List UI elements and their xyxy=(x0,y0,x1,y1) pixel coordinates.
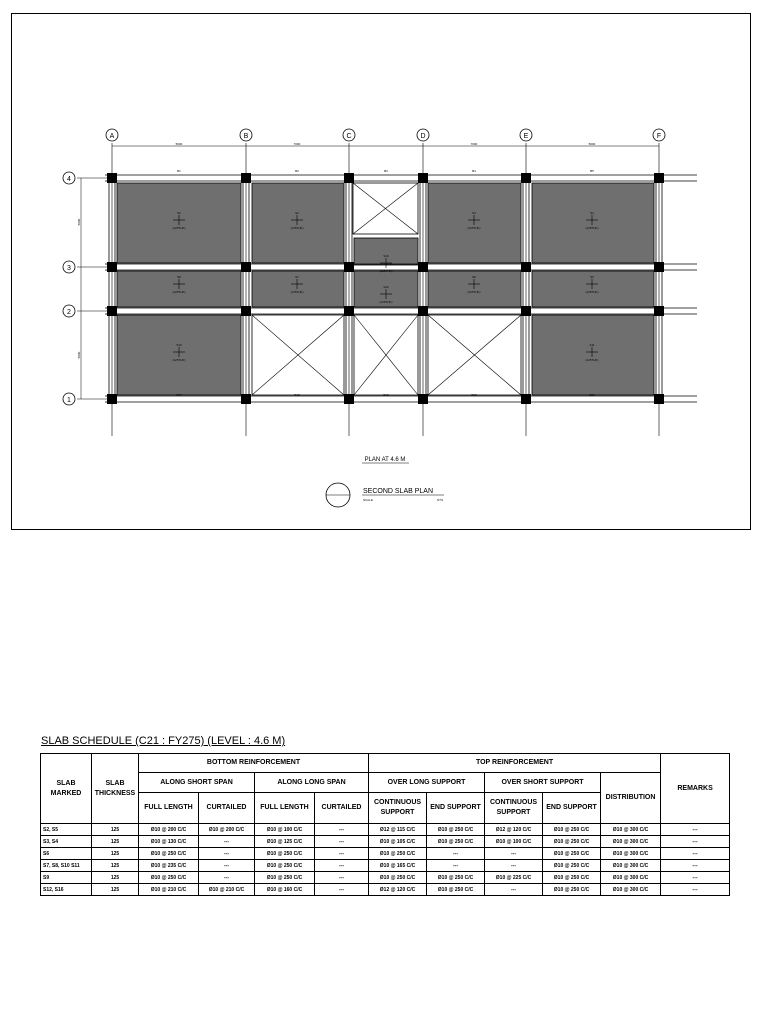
header-curtailed: CURTAILED xyxy=(315,793,369,824)
table-cell: --- xyxy=(661,848,730,860)
table-cell: S3, S4 xyxy=(41,836,92,848)
header-along-short-span: ALONG SHORT SPAN xyxy=(139,773,255,793)
slab-thickness-note: (125THK) xyxy=(467,226,481,230)
column xyxy=(654,306,664,316)
table-cell: --- xyxy=(661,836,730,848)
table-cell: Ø10 @ 250 C/C xyxy=(427,836,485,848)
grid-row-label: 3 xyxy=(67,265,71,272)
table-cell: --- xyxy=(315,872,369,884)
table-cell: Ø10 @ 300 C/C xyxy=(601,860,661,872)
beam-label: B1 xyxy=(177,169,181,173)
header-slab-thickness: SLAB THICKNESS xyxy=(92,754,139,824)
dimension-text: 5000 xyxy=(77,218,81,226)
slab-label: S3 xyxy=(472,211,476,215)
beam-label: B17 xyxy=(176,393,182,397)
header-over-short-support: OVER SHORT SUPPORT xyxy=(485,773,601,793)
slab-thickness-note: (125THK) xyxy=(585,358,599,362)
table-cell: --- xyxy=(427,848,485,860)
table-cell: --- xyxy=(485,884,543,896)
table-cell: Ø12 @ 120 C/C xyxy=(369,884,427,896)
table-cell: --- xyxy=(199,836,255,848)
table-cell: S2, S5 xyxy=(41,824,92,836)
beam-label: B20 xyxy=(471,393,477,397)
table-row xyxy=(41,848,730,860)
beam-label: B18 xyxy=(294,393,300,397)
slab-label: S4 xyxy=(590,211,594,215)
plan-caption: PLAN AT 4.6 M xyxy=(364,457,406,463)
grid-column-label: B xyxy=(243,133,249,140)
slab-thickness-note: (125THK) xyxy=(585,226,599,230)
table-cell: Ø10 @ 250 C/C xyxy=(543,872,601,884)
header-remarks: REMARKS xyxy=(661,754,730,824)
slab-panel xyxy=(428,183,521,263)
beam-label: B2 xyxy=(295,169,299,173)
grid-row-label: 1 xyxy=(67,397,71,404)
column xyxy=(241,306,251,316)
slab-label: S12 xyxy=(383,285,389,289)
table-cell: Ø10 @ 300 C/C xyxy=(601,836,661,848)
scale-label: SCALE xyxy=(363,498,373,502)
table-row xyxy=(41,860,730,872)
table-cell: --- xyxy=(661,872,730,884)
table-cell: --- xyxy=(315,848,369,860)
column xyxy=(107,262,117,272)
beam-label: B5 xyxy=(590,169,594,173)
table-cell: Ø10 @ 250 C/C xyxy=(139,848,199,860)
slab-thickness-note: (125THK) xyxy=(585,290,599,294)
column xyxy=(241,173,251,183)
slab-thickness-note: (125THK) xyxy=(172,290,186,294)
column xyxy=(107,173,117,183)
column xyxy=(107,394,117,404)
table-cell: --- xyxy=(315,824,369,836)
table-cell: Ø10 @ 250 C/C xyxy=(255,872,315,884)
table-cell: Ø10 @ 250 C/C xyxy=(255,848,315,860)
slab-plan-drawing xyxy=(12,14,750,529)
table-cell: Ø10 @ 250 C/C xyxy=(255,860,315,872)
table-cell: Ø10 @ 250 C/C xyxy=(543,824,601,836)
column xyxy=(344,262,354,272)
slab-thickness-note: (125THK) xyxy=(172,226,186,230)
column xyxy=(521,394,531,404)
column xyxy=(418,394,428,404)
table-cell: Ø10 @ 200 C/C xyxy=(199,824,255,836)
table-cell: 125 xyxy=(92,836,139,848)
grid-column-label: D xyxy=(420,133,426,140)
grid-row-label: 2 xyxy=(67,309,71,316)
beam-label: B19 xyxy=(383,393,389,397)
grid-column-label: E xyxy=(523,133,529,140)
table-cell: Ø10 @ 250 C/C xyxy=(427,884,485,896)
table-row xyxy=(41,872,730,884)
beam-label: B3 xyxy=(384,169,388,173)
table-cell: Ø10 @ 210 C/C xyxy=(139,884,199,896)
schedule-body xyxy=(41,824,730,896)
slab-label: S1 xyxy=(177,211,181,215)
table-cell: Ø10 @ 300 C/C xyxy=(601,848,661,860)
dimension-text: 7000 xyxy=(293,142,301,146)
header-bottom-reinforcement: BOTTOM REINFORCEMENT xyxy=(139,754,369,773)
column xyxy=(521,306,531,316)
table-cell: 125 xyxy=(92,872,139,884)
slab-thickness-note: (125THK) xyxy=(290,226,304,230)
table-cell: Ø10 @ 210 C/C xyxy=(199,884,255,896)
table-cell: Ø10 @ 130 C/C xyxy=(139,836,199,848)
dimension-text: 5000 xyxy=(77,351,81,359)
table-cell: --- xyxy=(661,884,730,896)
table-cell: Ø10 @ 235 C/C xyxy=(139,860,199,872)
column xyxy=(241,262,251,272)
column xyxy=(107,306,117,316)
column xyxy=(521,173,531,183)
column xyxy=(241,394,251,404)
table-cell: Ø10 @ 250 C/C xyxy=(543,836,601,848)
table-cell: Ø12 @ 120 C/C xyxy=(485,824,543,836)
table-cell: Ø10 @ 105 C/C xyxy=(369,836,427,848)
slab-label: S7 xyxy=(295,275,299,279)
table-cell: --- xyxy=(661,860,730,872)
dimension-text: 7000 xyxy=(470,142,478,146)
column xyxy=(344,306,354,316)
table-cell: Ø10 @ 300 C/C xyxy=(601,884,661,896)
schedule-title: SLAB SCHEDULE (C21 : FY275) (LEVEL : 4.6 M) xyxy=(41,735,286,747)
table-cell: Ø12 @ 115 C/C xyxy=(369,824,427,836)
grid-column-label: A xyxy=(109,133,115,140)
drawing-title: SECOND SLAB PLAN xyxy=(363,488,434,495)
header-curtailed: CURTAILED xyxy=(199,793,255,824)
table-cell: --- xyxy=(199,872,255,884)
dimension-text: 5000 xyxy=(588,142,596,146)
table-cell: --- xyxy=(485,848,543,860)
table-cell: Ø10 @ 250 C/C xyxy=(427,824,485,836)
table-cell: Ø10 @ 300 C/C xyxy=(601,824,661,836)
header-continuous-support: CONTINUOUS SUPPORT xyxy=(369,793,427,824)
header-over-long-support: OVER LONG SUPPORT xyxy=(369,773,485,793)
table-cell: --- xyxy=(199,860,255,872)
table-cell: Ø10 @ 100 C/C xyxy=(255,824,315,836)
column xyxy=(344,173,354,183)
table-cell: Ø10 @ 300 C/C xyxy=(601,872,661,884)
plan-drawing-frame xyxy=(11,13,751,530)
slab-thickness-note: (125THK) xyxy=(467,290,481,294)
slab-label: S16 xyxy=(383,254,389,258)
table-row xyxy=(41,824,730,836)
slab-label: S8 xyxy=(472,275,476,279)
table-cell: Ø10 @ 200 C/C xyxy=(139,824,199,836)
table-cell: Ø10 @ 250 C/C xyxy=(427,872,485,884)
slab-thickness-note: (125THK) xyxy=(290,290,304,294)
table-cell: Ø10 @ 225 C/C xyxy=(485,872,543,884)
header-along-long-span: ALONG LONG SPAN xyxy=(255,773,369,793)
table-row xyxy=(41,884,730,896)
dimension-text: 5000 xyxy=(175,142,183,146)
slab-label: S2 xyxy=(295,211,299,215)
column xyxy=(521,262,531,272)
header-top-reinforcement: TOP REINFORCEMENT xyxy=(369,754,661,773)
table-cell: Ø10 @ 250 C/C xyxy=(543,884,601,896)
header-end-support: END SUPPORT xyxy=(543,793,601,824)
column xyxy=(654,173,664,183)
table-cell: S9 xyxy=(41,872,92,884)
table-cell: 125 xyxy=(92,824,139,836)
table-cell: Ø10 @ 160 C/C xyxy=(255,884,315,896)
grid-column-label: F xyxy=(656,133,662,140)
column xyxy=(654,262,664,272)
table-cell: --- xyxy=(661,824,730,836)
slab-label: S10 xyxy=(176,343,182,347)
slab-panel xyxy=(252,183,344,263)
table-cell: Ø10 @ 165 C/C xyxy=(369,860,427,872)
header-full-length: FULL LENGTH xyxy=(255,793,315,824)
beam-label: B4 xyxy=(472,169,476,173)
table-cell: --- xyxy=(315,860,369,872)
header-end-support: END SUPPORT xyxy=(427,793,485,824)
table-cell: --- xyxy=(315,884,369,896)
table-cell: Ø10 @ 250 C/C xyxy=(543,860,601,872)
column xyxy=(654,394,664,404)
table-cell: 125 xyxy=(92,860,139,872)
column xyxy=(418,173,428,183)
table-cell: --- xyxy=(485,860,543,872)
table-cell: Ø10 @ 250 C/C xyxy=(369,872,427,884)
header-slab-marked: SLAB MARKED xyxy=(41,754,92,824)
slab-label: S5 xyxy=(177,275,181,279)
slab-label: S11 xyxy=(589,343,595,347)
slab-panel xyxy=(532,183,654,263)
table-cell: --- xyxy=(315,836,369,848)
table-cell: --- xyxy=(427,860,485,872)
beam-label: B21 xyxy=(589,393,595,397)
table-cell: 125 xyxy=(92,884,139,896)
table-cell: Ø10 @ 100 C/C xyxy=(485,836,543,848)
header-full-length: FULL LENGTH xyxy=(139,793,199,824)
column xyxy=(344,394,354,404)
column xyxy=(418,262,428,272)
slab-panel xyxy=(532,315,654,395)
header-distribution: DISTRIBUTION xyxy=(601,773,661,824)
table-cell: --- xyxy=(199,848,255,860)
slab-schedule-table xyxy=(40,753,730,896)
slab-label: S9 xyxy=(590,275,594,279)
table-cell: S7, S8, S10 S11 xyxy=(41,860,92,872)
table-row xyxy=(41,836,730,848)
table-cell: S6 xyxy=(41,848,92,860)
grid-row-label: 4 xyxy=(67,176,71,183)
table-cell: S12, S16 xyxy=(41,884,92,896)
table-cell: Ø10 @ 250 C/C xyxy=(139,872,199,884)
slab-thickness-note: (125THK) xyxy=(172,358,186,362)
table-cell: 125 xyxy=(92,848,139,860)
table-cell: Ø10 @ 125 C/C xyxy=(255,836,315,848)
table-cell: Ø10 @ 250 C/C xyxy=(543,848,601,860)
column xyxy=(418,306,428,316)
header-continuous-support: CONTINUOUS SUPPORT xyxy=(485,793,543,824)
scale-value: NTS xyxy=(437,498,443,502)
slab-thickness-note: (125THK) xyxy=(379,300,393,304)
slab-thickness-note: (125THK) xyxy=(379,269,393,273)
table-cell: Ø10 @ 250 C/C xyxy=(369,848,427,860)
grid-column-label: C xyxy=(346,133,352,140)
